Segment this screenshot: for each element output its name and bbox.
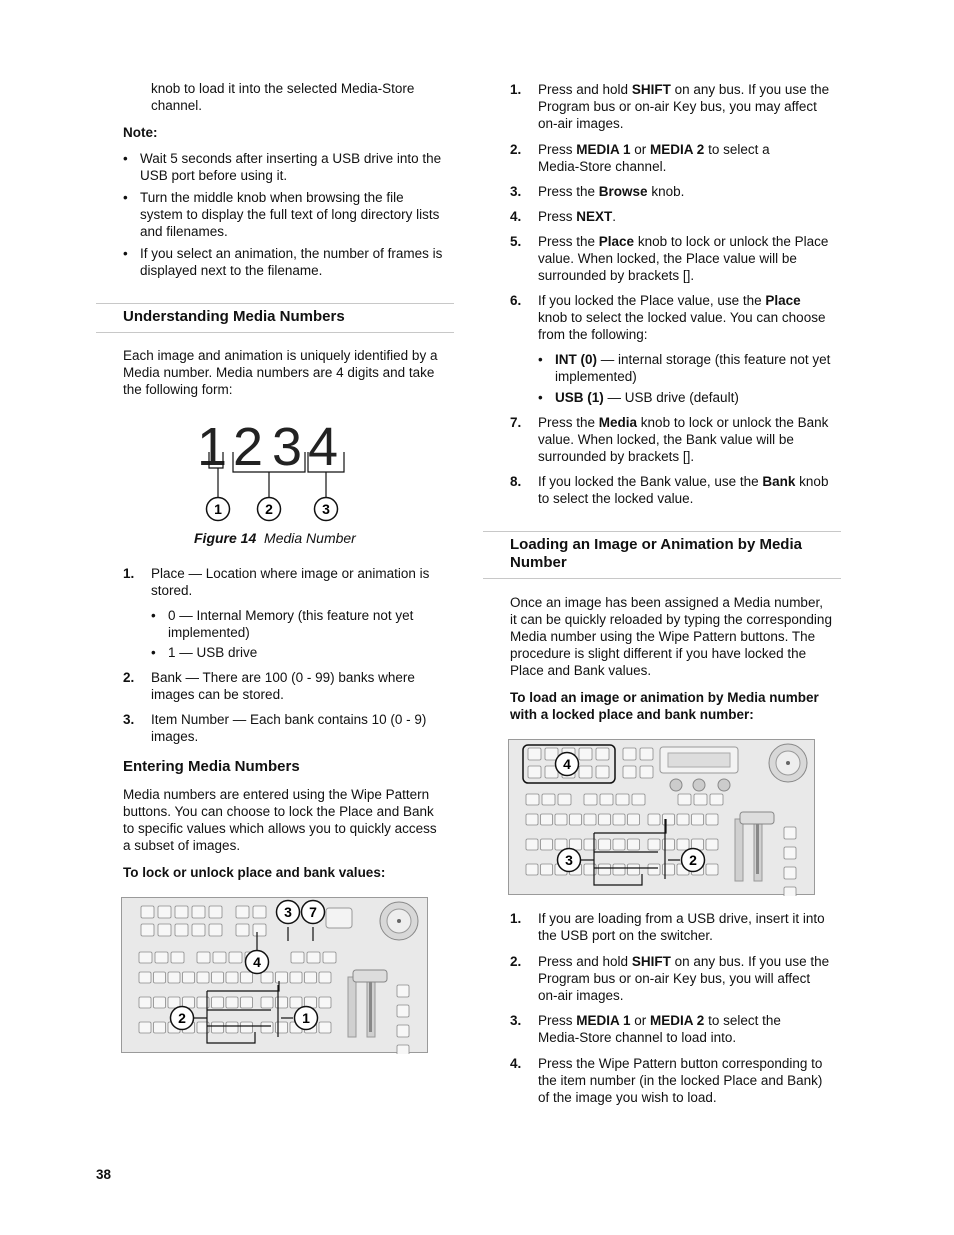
- step-5-line2: [538, 250, 797, 267]
- callout-2: 2: [178, 1010, 186, 1026]
- step-6-line3: [538, 326, 648, 343]
- list-number: 1.: [123, 566, 135, 581]
- bullet: •: [538, 352, 543, 367]
- panel-button: [677, 814, 689, 825]
- panel-button: [600, 794, 613, 805]
- step-1-line1: [538, 81, 829, 98]
- panel-button: [241, 1022, 253, 1033]
- panel-button: [139, 997, 151, 1008]
- panel-button: [596, 748, 609, 760]
- panel-button: [541, 839, 553, 850]
- panel-button: [139, 1022, 151, 1033]
- bold-term: SHIFT: [631, 954, 671, 969]
- note-3-line1: If you select an animation, the number of frames is: [140, 246, 443, 261]
- panel-button: [640, 748, 653, 760]
- panel-button: [692, 814, 704, 825]
- figure-label: Figure 14: [194, 530, 257, 546]
- text-segment: knob to lock or unlock the Place: [634, 234, 829, 249]
- procedure-title-load-line2: with a locked place and bank number:: [510, 707, 754, 722]
- callout-2: 2: [689, 852, 697, 868]
- bold-term: USB (1): [555, 390, 604, 405]
- panel-button: [168, 972, 180, 983]
- panel-button: [784, 827, 796, 839]
- panel-button: [229, 952, 242, 963]
- callout-4: 4: [563, 756, 571, 772]
- step-8-line1: [538, 473, 828, 490]
- text-segment: on any bus. If you use the: [670, 954, 830, 969]
- bullet: •: [123, 246, 128, 261]
- panel-button: [526, 864, 538, 875]
- bold-term: MEDIA 1: [576, 142, 631, 157]
- panel-button: [528, 748, 541, 760]
- text-segment: Press the: [538, 234, 599, 249]
- callout-3: 3: [284, 904, 292, 920]
- step-3-line1: [538, 1012, 781, 1029]
- step-number: 6.: [510, 293, 522, 308]
- panel-button: [545, 748, 558, 760]
- panel-button: [599, 864, 611, 875]
- section1-para-line2: Media number. Media numbers are 4 digits and take: [123, 365, 435, 380]
- panel-button: [648, 814, 660, 825]
- text-segment: — internal storage (this feature not yet: [597, 352, 831, 367]
- panel-button: [541, 864, 553, 875]
- panel-button: [397, 1005, 409, 1017]
- callout-3: 3: [322, 501, 330, 517]
- panel-button: [558, 794, 571, 805]
- option-2-line1: [555, 389, 739, 406]
- text-segment: knob.: [647, 184, 685, 199]
- step-number: 8.: [510, 474, 522, 489]
- step-2-line2: [538, 158, 666, 175]
- text-segment: to select a: [704, 142, 770, 157]
- note-2-line2: system to display the full text of long directory lists: [140, 207, 440, 222]
- panel-button: [555, 839, 567, 850]
- list-2-line1: Bank — There are 100 (0 - 99) banks where: [151, 670, 415, 685]
- panel-button: [584, 794, 597, 805]
- text-segment: Press: [538, 142, 577, 157]
- panel-button: [663, 839, 675, 850]
- panel-button: [155, 952, 168, 963]
- panel-button: [706, 864, 718, 875]
- text-segment: Press: [538, 209, 577, 224]
- panel-button: [528, 766, 541, 778]
- step-1-line1: [538, 910, 825, 927]
- text-segment: surrounded by brackets [].: [538, 268, 695, 283]
- section-rule-bottom: [96, 332, 454, 333]
- step-number: 4.: [510, 1056, 522, 1071]
- sub-2-line1: 1 — USB drive: [168, 645, 258, 660]
- bold-term: NEXT: [576, 209, 613, 224]
- step-number: 7.: [510, 415, 522, 430]
- panel-button: [154, 1022, 166, 1033]
- panel-button: [305, 972, 317, 983]
- panel-button: [526, 839, 538, 850]
- panel-button: [596, 766, 609, 778]
- text-segment: on any bus. If you use the: [670, 82, 830, 97]
- panel-button: [158, 906, 171, 918]
- bullet: •: [538, 390, 543, 405]
- option-1-line2: [555, 368, 637, 385]
- step-number: 2.: [510, 954, 522, 969]
- panel-button: [579, 766, 592, 778]
- section3-para-line4: procedure is slight different if you have locked the: [510, 646, 807, 661]
- step-7-line2: [538, 431, 794, 448]
- bullet: •: [151, 608, 156, 623]
- panel-button: [319, 972, 331, 983]
- note-2-line3: and filenames.: [140, 224, 228, 239]
- panel-button: [678, 794, 691, 805]
- bold-term: SHIFT: [631, 82, 671, 97]
- panel-button: [197, 972, 209, 983]
- panel-button: [628, 839, 640, 850]
- panel-button: [570, 814, 582, 825]
- panel-button: [663, 814, 675, 825]
- bold-term: Media: [598, 415, 638, 430]
- panel-button: [192, 924, 205, 936]
- panel-button: [677, 839, 689, 850]
- panel-button: [154, 972, 166, 983]
- sub-1-line2: implemented): [168, 625, 250, 640]
- section3-para-line5: Place and Bank values.: [510, 663, 652, 678]
- panel-button: [628, 864, 640, 875]
- section3-para-line1: Once an image has been assigned a Media number,: [510, 595, 823, 610]
- switcher-panel-figure-2: [508, 739, 816, 896]
- panel-button: [253, 906, 266, 918]
- list-3-line1: Item Number — Each bank contains 10 (0 - 9): [151, 712, 427, 727]
- section-title-loading-line1: Loading an Image or Animation by Media: [510, 536, 802, 553]
- panel-button: [197, 952, 210, 963]
- section-title-understanding: Understanding Media Numbers: [123, 308, 345, 325]
- step-2-line1: [538, 141, 770, 158]
- section-title-loading-line2: Number: [510, 554, 567, 571]
- step-number: 2.: [510, 142, 522, 157]
- switcher-panel-figure-1: [121, 897, 429, 1054]
- panel-button: [648, 864, 660, 875]
- step-7-line1: [538, 414, 828, 431]
- panel-display: [326, 908, 352, 928]
- panel-button: [397, 1045, 409, 1054]
- sub-1-line1: 0 — Internal Memory (this feature not yet: [168, 608, 414, 623]
- step-number: 4.: [510, 209, 522, 224]
- text-segment: If you locked the Bank value, use the: [538, 474, 763, 489]
- page-number: 38: [96, 1167, 112, 1182]
- panel-button: [226, 1022, 238, 1033]
- panel-button: [710, 794, 723, 805]
- panel-button: [212, 972, 224, 983]
- text-segment: Press: [538, 1013, 577, 1028]
- step-5-line1: [538, 233, 828, 250]
- section2-para-line1: Media numbers are entered using the Wipe Pattern: [123, 787, 430, 802]
- text-segment: Program bus or on-air Key bus, you will affect: [538, 971, 811, 986]
- step-number: 5.: [510, 234, 522, 249]
- panel-button: [253, 924, 266, 936]
- section-title-entering: Entering Media Numbers: [123, 758, 300, 775]
- procedure-title-lock: To lock or unlock place and bank values:: [123, 865, 386, 880]
- panel-button: [276, 1022, 288, 1033]
- panel-button: [261, 997, 273, 1008]
- text-segment: Press the: [538, 184, 599, 199]
- step-2-line3: [538, 987, 624, 1004]
- text-segment: Press the Wipe Pattern button corresponding to: [538, 1056, 823, 1071]
- panel-button: [226, 972, 238, 983]
- panel-button: [290, 997, 302, 1008]
- text-segment: Press the: [538, 415, 599, 430]
- panel-button: [175, 924, 188, 936]
- step-7-line3: [538, 448, 694, 465]
- panel-button: [584, 814, 596, 825]
- bullet: •: [151, 645, 156, 660]
- panel-button: [212, 997, 224, 1008]
- panel-button: [397, 985, 409, 997]
- callout-4: 4: [253, 954, 261, 970]
- panel-button: [319, 997, 331, 1008]
- panel-button: [648, 839, 660, 850]
- panel-button: [261, 972, 273, 983]
- bullet: •: [123, 151, 128, 166]
- text-segment: Press and hold: [538, 82, 632, 97]
- note-3-line2: displayed next to the filename.: [140, 263, 323, 278]
- bold-term: Browse: [598, 184, 648, 199]
- panel-button: [663, 864, 675, 875]
- text-segment: to select the: [704, 1013, 781, 1028]
- callout-7: 7: [309, 904, 317, 920]
- panel-button: [706, 839, 718, 850]
- panel-button: [613, 814, 625, 825]
- panel-button: [632, 794, 645, 805]
- panel-button: [613, 864, 625, 875]
- panel-button: [526, 794, 539, 805]
- panel-button: [139, 972, 151, 983]
- step-4-line3: [538, 1089, 717, 1106]
- panel-button: [397, 1025, 409, 1037]
- text-segment: or: [630, 1013, 651, 1028]
- step-3-line2: [538, 1029, 736, 1046]
- text-segment: Program bus or on-air Key bus, you may affect: [538, 99, 817, 114]
- figure-caption-text: Media Number: [264, 530, 356, 546]
- panel-button: [555, 814, 567, 825]
- text-segment: on-air images.: [538, 116, 624, 131]
- panel-knob-large: [380, 902, 418, 940]
- panel-button: [192, 906, 205, 918]
- panel-button: [171, 952, 184, 963]
- panel-button: [542, 794, 555, 805]
- text-segment: .: [612, 209, 617, 224]
- panel-button: [241, 997, 253, 1008]
- panel-button: [599, 814, 611, 825]
- panel-small-knobs: [670, 779, 730, 791]
- text-segment: knob: [795, 474, 829, 489]
- panel-button: [241, 972, 253, 983]
- step-1-line2: [538, 927, 713, 944]
- panel-button: [290, 972, 302, 983]
- section2-para-line4: a subset of images.: [123, 838, 241, 853]
- panel-button: [212, 1022, 224, 1033]
- panel-button: [784, 847, 796, 859]
- panel-button: [579, 748, 592, 760]
- section1-para-line3: the following form:: [123, 382, 233, 397]
- bold-term: Bank: [762, 474, 796, 489]
- text-segment: to select the locked value.: [538, 491, 694, 506]
- bold-term: INT (0): [555, 352, 597, 367]
- panel-button: [623, 766, 636, 778]
- figure-caption: [194, 530, 356, 546]
- panel-button: [141, 924, 154, 936]
- panel-button: [183, 972, 195, 983]
- list-2-line2: images can be stored.: [151, 687, 284, 702]
- list-number: 2.: [123, 670, 135, 685]
- bullet: •: [123, 190, 128, 205]
- panel-button: [276, 997, 288, 1008]
- step-number: 1.: [510, 911, 522, 926]
- digit-item: 4: [308, 417, 339, 477]
- step-6-line2: [538, 309, 825, 326]
- panel-button: [526, 814, 538, 825]
- bold-term: MEDIA 2: [650, 1013, 705, 1028]
- panel-button: [139, 952, 152, 963]
- section3-para-line2: it can be quickly reloaded by typing the corresponding: [510, 612, 832, 627]
- text-segment: from the following:: [538, 327, 648, 342]
- panel-button: [168, 997, 180, 1008]
- panel-button: [236, 906, 249, 918]
- panel-button: [640, 766, 653, 778]
- text-segment: knob to lock or unlock the Bank: [637, 415, 829, 430]
- panel-button: [616, 794, 629, 805]
- step-8-line2: [538, 490, 693, 507]
- bold-term: Place: [598, 234, 635, 249]
- section-rule-top: [483, 531, 841, 532]
- callout-1: 1: [302, 1010, 310, 1026]
- option-1-line1: [555, 351, 830, 368]
- media-callouts: [207, 498, 338, 521]
- step-2-line1: [538, 953, 829, 970]
- panel-button: [276, 972, 288, 983]
- panel-button: [623, 748, 636, 760]
- panel-button: [694, 794, 707, 805]
- list-number: 3.: [123, 712, 135, 727]
- text-segment: the item number (in the locked Place and Bank): [538, 1073, 823, 1088]
- panel-button: [323, 952, 336, 963]
- panel-button: [628, 814, 640, 825]
- text-segment: Press and hold: [538, 954, 632, 969]
- text-segment: Media-Store channel.: [538, 159, 667, 174]
- step-number: 3.: [510, 1013, 522, 1028]
- text-segment: the USB port on the switcher.: [538, 928, 713, 943]
- text-segment: or: [630, 142, 651, 157]
- note-label: Note:: [123, 125, 158, 140]
- step-4-line2: [538, 1072, 822, 1089]
- text-segment: value. When locked, the Bank value will be: [538, 432, 794, 447]
- panel-button: [784, 887, 796, 896]
- digit-bank-2: 3: [272, 417, 303, 477]
- continued-text-line2: channel.: [151, 98, 203, 113]
- list-1-line2: stored.: [151, 583, 193, 598]
- text-segment: of the image you wish to load.: [538, 1090, 717, 1105]
- step-5-line3: [538, 267, 694, 284]
- section2-para-line3: to specific values which allows you to quickly access: [123, 821, 437, 836]
- text-segment: surrounded by brackets [].: [538, 449, 695, 464]
- panel-button: [209, 924, 222, 936]
- list-1-line1: Place — Location where image or animation is: [151, 566, 430, 581]
- callout-2: 2: [265, 501, 273, 517]
- text-segment: Media-Store channel to load into.: [538, 1030, 737, 1045]
- note-2-line1: Turn the middle knob when browsing the file: [140, 190, 404, 205]
- section-rule-top: [96, 303, 454, 304]
- continued-text-line1: knob to load it into the selected Media-Store: [151, 81, 415, 96]
- panel-button: [706, 814, 718, 825]
- section-rule-bottom: [483, 578, 841, 579]
- panel-button: [261, 1022, 273, 1033]
- step-6-line1: [538, 292, 801, 309]
- text-segment: implemented): [555, 369, 637, 384]
- text-segment: knob to select the locked value. You can choose: [538, 310, 826, 325]
- step-2-line2: [538, 970, 810, 987]
- text-segment: on-air images.: [538, 988, 624, 1003]
- bold-term: Place: [765, 293, 801, 308]
- panel-button: [236, 924, 249, 936]
- step-4-line1: [538, 1055, 822, 1072]
- step-4-line1: [538, 208, 616, 225]
- callout-3: 3: [565, 852, 573, 868]
- panel-button: [599, 839, 611, 850]
- panel-button: [175, 906, 188, 918]
- panel-button: [158, 924, 171, 936]
- panel-button: [319, 1022, 331, 1033]
- step-1-line3: [538, 115, 624, 132]
- panel-button: [209, 906, 222, 918]
- note-1-line1: Wait 5 seconds after inserting a USB drive into the: [140, 151, 442, 166]
- text-segment: value. When locked, the Place value will be: [538, 251, 797, 266]
- panel-button: [541, 814, 553, 825]
- panel-button: [141, 906, 154, 918]
- panel-button: [307, 952, 320, 963]
- step-number: 3.: [510, 184, 522, 199]
- text-segment: If you locked the Place value, use the: [538, 293, 766, 308]
- step-1-line2: [538, 98, 817, 115]
- note-1-line2: USB port before using it.: [140, 168, 288, 183]
- media-number-figure: [195, 412, 355, 527]
- digit-place: 1: [197, 417, 228, 477]
- panel-button: [154, 997, 166, 1008]
- panel-button: [213, 952, 226, 963]
- step-3-line1: [538, 183, 684, 200]
- section3-para-line3: Media number using the Wipe Pattern buttons. The: [510, 629, 816, 644]
- panel-button: [226, 997, 238, 1008]
- panel-button: [291, 952, 304, 963]
- panel-button: [784, 867, 796, 879]
- text-segment: — USB drive (default): [603, 390, 739, 405]
- section2-para-line2: buttons. You can choose to lock the Place and Bank: [123, 804, 434, 819]
- text-segment: If you are loading from a USB drive, insert it into: [538, 911, 825, 926]
- step-number: 1.: [510, 82, 522, 97]
- procedure-title-load-line1: To load an image or animation by Media number: [510, 690, 819, 705]
- list-3-line2: images.: [151, 729, 199, 744]
- panel-display: [660, 747, 738, 773]
- bold-term: MEDIA 2: [650, 142, 705, 157]
- section1-para-line1: Each image and animation is uniquely identified by a: [123, 348, 438, 363]
- digit-bank-1: 2: [233, 417, 264, 477]
- panel-knob-large: [769, 744, 807, 782]
- bold-term: MEDIA 1: [576, 1013, 631, 1028]
- panel-button: [613, 839, 625, 850]
- callout-1: 1: [214, 501, 222, 517]
